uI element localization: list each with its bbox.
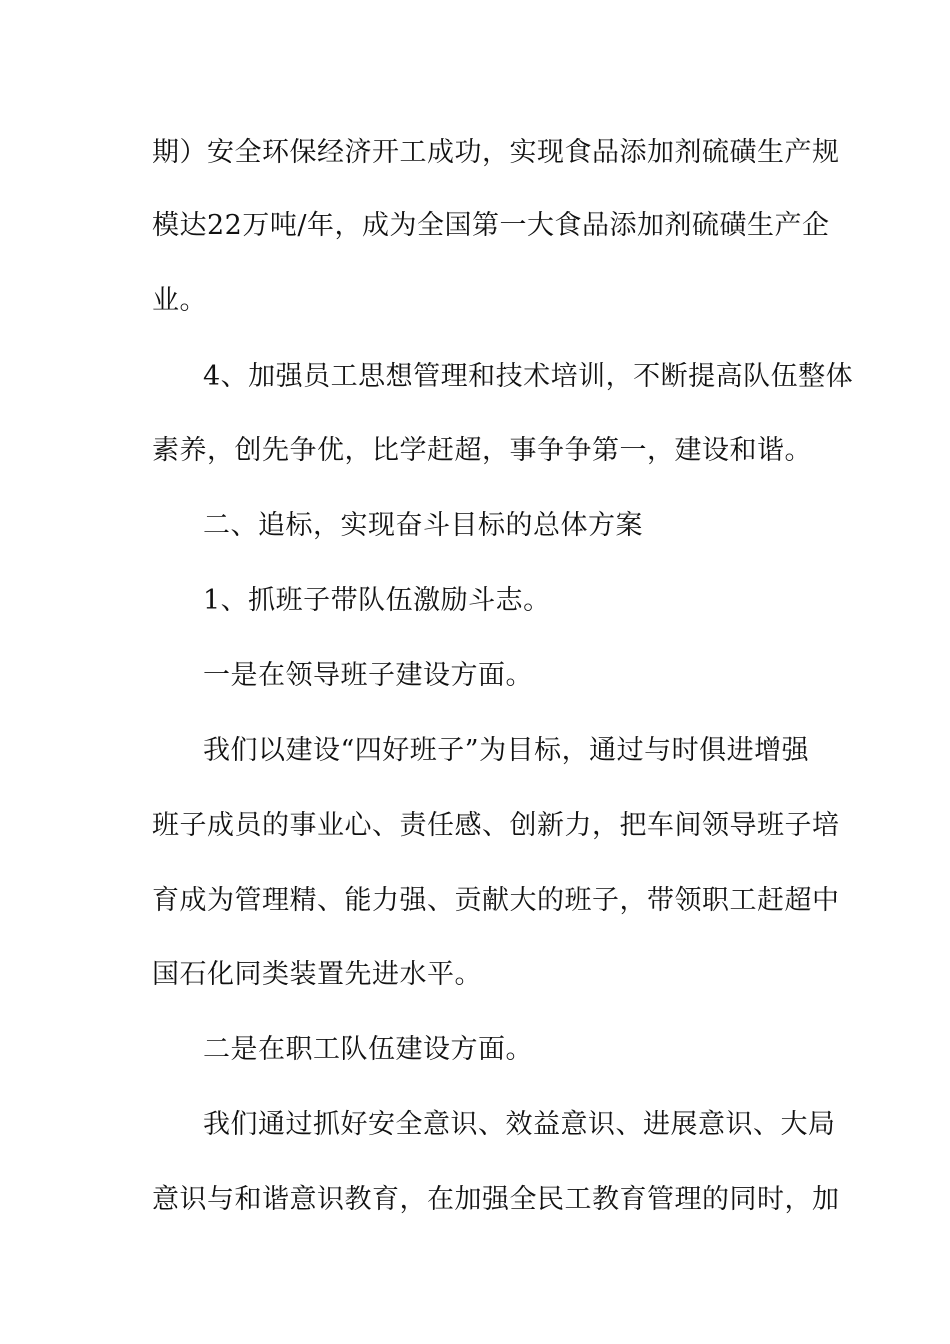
text-line: 业。 — [152, 285, 207, 316]
text-line: 意识与和谐意识教育，在加强全民工教育管理的同时，加 — [152, 1184, 840, 1215]
text-line: 国石化同类装置先进水平。 — [152, 959, 482, 990]
subheading: 一是在领导班子建设方面。 — [203, 660, 533, 691]
text-line: 育成为管理精、能力强、贡献大的班子，带领职工赶超中 — [152, 885, 840, 916]
text-line: 期）安全环保经济开工成功，实现食品添加剂硫磺生产规 — [152, 137, 840, 168]
subheading: 二是在职工队伍建设方面。 — [203, 1034, 533, 1065]
text-line: 4、加强员工思想管理和技术培训，不断提高队伍整体 — [203, 361, 854, 392]
text-line: 我们以建设“四好班子”为目标，通过与时俱进增强 — [203, 735, 810, 766]
text-line: 我们通过抓好安全意识、效益意识、进展意识、大局 — [203, 1109, 836, 1140]
subheading: 1、抓班子带队伍激励斗志。 — [203, 585, 551, 616]
text-line: 模达22万吨/年，成为全国第一大食品添加剂硫磺生产企 — [152, 210, 830, 241]
text-line: 素养，创先争优，比学赶超，事争争第一，建设和谐。 — [152, 435, 812, 466]
text-line: 班子成员的事业心、责任感、创新力，把车间领导班子培 — [152, 810, 840, 841]
section-heading: 二、追标，实现奋斗目标的总体方案 — [203, 510, 643, 541]
